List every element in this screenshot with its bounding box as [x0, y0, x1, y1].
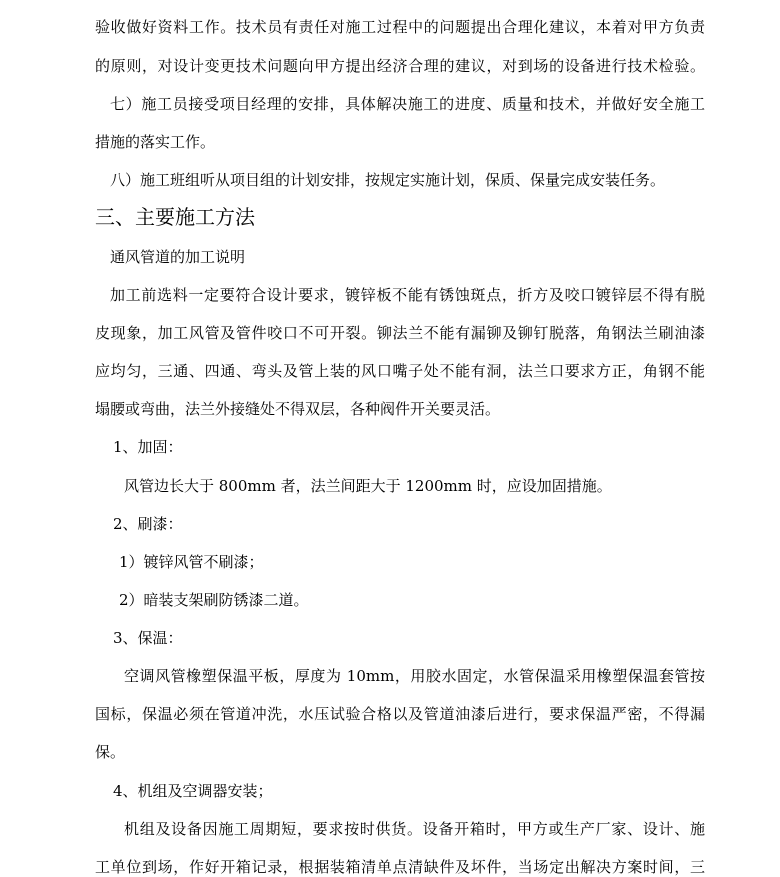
list-item-title: 1、加固： — [113, 438, 183, 456]
paragraph-line: 塌腰或弯曲，法兰外接缝处不得双层，各种阀件开关要灵活。 — [95, 400, 501, 418]
paragraph-line: 机组及设备因施工周期短，要求按时供货。设备开箱时，甲方或生产厂家、设计、施 — [124, 820, 705, 838]
list-item-title: 3、保温： — [113, 629, 183, 647]
list-item-title: 2、刷漆： — [113, 515, 183, 533]
paragraph-line: 加工前选料一定要符合设计要求，镀锌板不能有锈蚀斑点，折方及咬口镀锌层不得有脱 — [110, 286, 705, 304]
list-subitem: 2）暗装支架刷防锈漆二道。 — [119, 591, 309, 609]
section-heading: 三、主要施工方法 — [95, 205, 255, 229]
paragraph-line: 措施的落实工作。 — [95, 133, 216, 151]
paragraph-line: 皮现象，加工风管及管件咬口不可开裂。铆法兰不能有漏铆及铆钉脱落，角钢法兰刷油漆 — [95, 324, 705, 342]
paragraph-line: 七）施工员接受项目经理的安排，具体解决施工的进度、质量和技术，并做好安全施工 — [110, 95, 705, 113]
paragraph-line: 应均匀，三通、四通、弯头及管上装的风口嘴子处不能有洞，法兰口要求方正，角钢不能 — [95, 362, 705, 380]
paragraph-line: 工单位到场，作好开箱记录，根据装箱清单点清缺件及坏件，当场定出解决方案时间，三 — [95, 858, 705, 876]
list-subitem: 1）镀锌风管不刷漆； — [119, 553, 264, 571]
paragraph-line: 空调风管橡塑保温平板，厚度为 10mm，用胶水固定，水管保温采用橡塑保温套管按 — [124, 667, 705, 685]
subsection-title: 通风管道的加工说明 — [110, 248, 246, 266]
paragraph-line: 的原则，对设计变更技术问题向甲方提出经济合理的建议，对到场的设备进行技术检验。 — [95, 57, 705, 75]
list-item-text: 风管边长大于 800mm 者，法兰间距大于 1200mm 时，应设加固措施。 — [124, 477, 612, 495]
paragraph-line: 八）施工班组听从项目组的计划安排，按规定实施计划，保质、保量完成安装任务。 — [110, 171, 666, 189]
paragraph-line: 国标，保温必须在管道冲洗，水压试验合格以及管道油漆后进行，要求保温严密，不得漏 — [95, 705, 705, 723]
paragraph-line: 验收做好资料工作。技术员有责任对施工过程中的问题提出合理化建议，本着对甲方负责 — [95, 18, 705, 36]
list-item-title: 4、机组及空调器安装； — [113, 782, 273, 800]
paragraph-line: 保。 — [95, 743, 126, 761]
